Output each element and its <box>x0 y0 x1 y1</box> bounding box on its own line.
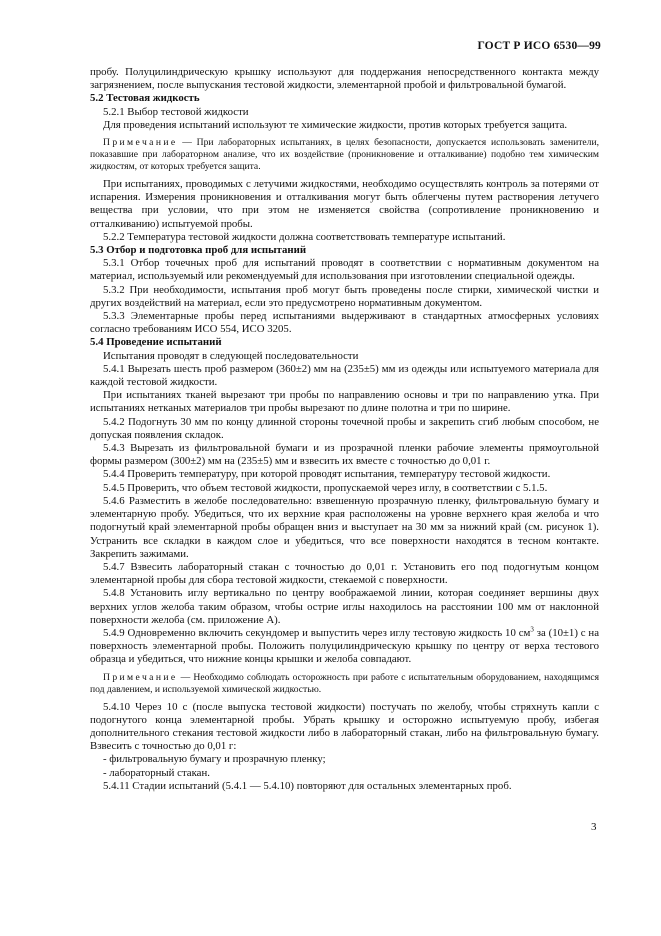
list-item: - фильтровальную бумагу и прозрачную пленку; <box>103 753 326 766</box>
paragraph-5-4-8: 5.4.8 Установить иглу вертикально по центру воображаемой линии, которая соединяет вершины двух верхних углов желоба таким образом, чтобы острие иглы находилось на расстоянии 100 мм от наклонной поверхности желоба (см. приложение А). <box>90 587 599 626</box>
paragraph-5-4-1: 5.4.1 Вырезать шесть проб размером (360±2) мм на (235±5) мм из одежды или испытуемого материала для каждой тестовой жидкости. <box>90 362 599 389</box>
paragraph-5-4-9-part-b: за (10±1) с на поверхность элементарной пробы. Положить полуцилиндрическую крышку по центру от верха тестового образца и убедиться, что нижние концы крышки и желоба совпадают. <box>90 626 600 666</box>
paragraph-5-4-9 <box>90 627 599 667</box>
note-label: Примечание <box>103 137 178 149</box>
paragraph-5-4-intro: Испытания проводят в следующей последовательности <box>103 349 359 362</box>
section-heading-5-4: 5.4 Проведение испытаний <box>90 336 222 349</box>
paragraph-5-3-2: 5.3.2 При необходимости, испытания проб могут быть проведены после стирки, химической чистки и других воздействий на материал, если это предусмотрено нормативным документом. <box>90 283 599 309</box>
paragraph-5-2-1: Для проведения испытаний используют те химические жидкости, против которых требуется защита. <box>103 118 568 131</box>
page-body <box>90 66 599 793</box>
note-label: Примечание <box>103 671 178 683</box>
paragraph-fabrics: При испытаниях тканей вырезают три пробы по направлению основы и три по направлению утка. При испытаниях нетканых материалов три пробы вырезают по длине полотна и три по ширине. <box>90 389 599 415</box>
paragraph-5-4-10: 5.4.10 Через 10 с (после выпуска тестовой жидкости) постучать по желобу, чтобы стряхнуть капли с подогнутого конца элементарной пробы. Убрать крышку и осторожно испытуемую пробу, избегая дополнительного стекания тестовой жидкости либо в лабораторный стакан, либо на фильтровальную бумагу. Взвесить с точностью до 0,01 г: <box>90 700 599 753</box>
paragraph-volatile-liquids: При испытаниях, проводимых с летучими жидкостями, необходимо осуществлять контроль за потерями от испарения. Измерения проникновения и отталкивания могут быть облегчены путем растворения летучего вещества при условии, что при этом не изменяется свойства (сопротивление проникновению и отталкиванию) испытуемой пробы. <box>90 178 599 230</box>
note-text: — При лабораторных испытаниях, в целях безопасности, допускается использовать заменители, показавшие при лабораторном анализе, что их воздействие (проникновение и отталкивание) подобно тем химическим жидкостям, от которых требуется защита. <box>90 137 599 173</box>
section-heading-5-3: 5.3 Отбор и подготовка проб для испытаний <box>90 244 307 257</box>
list-item: - лабораторный стакан. <box>103 766 210 779</box>
paragraph-intro: пробу. Полуцилиндрическую крышку используют для поддержания непосредственного контакта между загрязнением, после выпускания тестовой жидкости, элементарной пробой и фильтровальной бумагой. <box>90 66 599 92</box>
paragraph-5-4-4: 5.4.4 Проверить температуру, при которой проводят испытания, температуру тестовой жидкости. <box>103 468 551 481</box>
subsection-title-5-2-1: 5.2.1 Выбор тестовой жидкости <box>103 105 249 118</box>
note-text: — Необходимо соблюдать осторожность при работе с испытательным оборудованием, находящимся под давлением, и используемой химической жидкостью. <box>90 671 599 695</box>
paragraph-5-4-7: 5.4.7 Взвесить лабораторный стакан с точностью до 0,01 г. Установить его под подогнутым концом элементарной пробы для сбора тестовой жидкости, стекаемой с поверхности. <box>90 560 599 587</box>
paragraph-5-2-2: 5.2.2 Температура тестовой жидкости должна соответствовать температуре испытаний. <box>103 230 506 243</box>
document-header: ГОСТ Р ИСО 6530—99 <box>477 40 601 52</box>
paragraph-5-4-5: 5.4.5 Проверить, что объем тестовой жидкости, пропускаемой через иглу, в соответствии с 5.1.5. <box>103 481 548 494</box>
paragraph-5-4-6: 5.4.6 Разместить в желобе последовательно: взвешенную прозрачную пленку, фильтровальную бумагу и элементарную пробу. Убедиться, что их верхние края расположены на уровне верхнего края желоба и что подогнутый край элементарной пробы обращен вниз и выступает на 30 мм за нижний край (см. рисунок 1). Устранить все складки в каждом слое и убедиться, что все поверхности находятся в тесном контакте. Закрепить зажимами. <box>90 494 599 560</box>
paragraph-5-4-3: 5.4.3 Вырезать из фильтровальной бумаги и из прозрачной пленки рабочие элементы прямоугольной формы размером (300±2) мм на (235±5) мм и взвесить их вместе с точностью до 0,01 г. <box>90 442 599 468</box>
paragraph-5-3-3: 5.3.3 Элементарные пробы перед испытаниями выдерживают в стандартных атмосферных условиях согласно требованиям ИСО 554, ИСО 3205. <box>90 310 599 336</box>
page-number: 3 <box>591 821 597 833</box>
paragraph-5-4-2: 5.4.2 Подогнуть 30 мм по концу длинной стороны точечной пробы и закрепить сгиб любым способом, не допуская появления складок. <box>90 415 599 441</box>
paragraph-5-3-1: 5.3.1 Отбор точечных проб для испытаний проводят в соответствии с нормативным документом на материал, используемый или рекомендуемый для использования при изготовлении специальной одежды. <box>90 257 599 283</box>
note-1 <box>90 137 599 173</box>
paragraph-5-4-9-part-a: 5.4.9 Одновременно включить секундомер и выпустить через иглу тестовую жидкость 10 см <box>103 626 531 639</box>
paragraph-5-4-11: 5.4.11 Стадии испытаний (5.4.1 — 5.4.10) повторяют для остальных элементарных проб. <box>103 779 512 792</box>
note-2 <box>90 672 599 696</box>
section-heading-5-2: 5.2 Тестовая жидкость <box>90 92 200 105</box>
superscript-cubic: 3 <box>530 625 534 634</box>
